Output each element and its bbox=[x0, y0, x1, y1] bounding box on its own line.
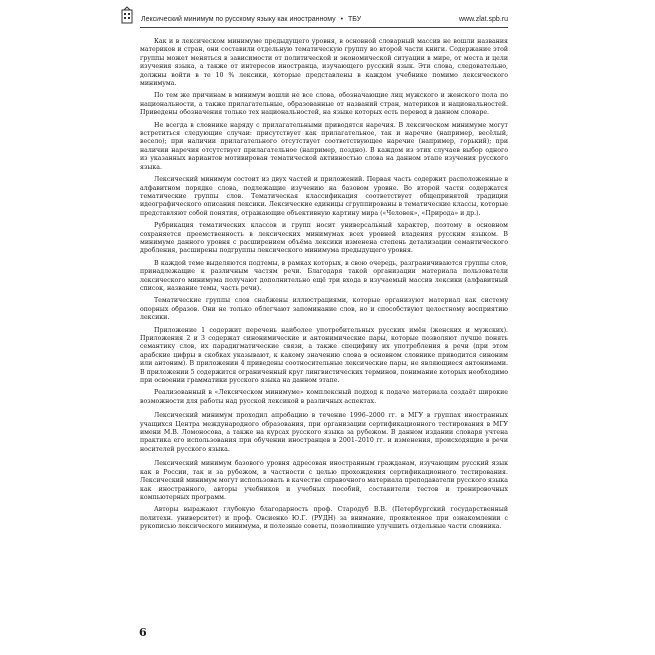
paragraph: Авторы выражают глубокую благодарность проф. Стародуб В.В. (Петербургский государственный политехн. университет) и проф. Овсиенко Ю.Г. (РУДН) за внимание, проявленное при ознакомлении с рукописью лексического минимума, и полезные советы, позволившие улучшить отдельные части словника. bbox=[140, 506, 508, 531]
series-label: ТБУ bbox=[347, 15, 362, 23]
paragraph: Приложение 1 содержит перечень наиболее употребительных русских имён (женских и мужских). Приложения 2 и 3 содержат синонимические и антонимические пары, которые позволяют лучше понять семантику слов, их парадигматические связи, а также специфику их употребления в речи (при этом арабские цифры в скобках указывают, к какому значению слова в основном словнике приводится синоним или антоним). В приложении 4 приведены соотносительные лексические пары, не являющиеся антонимами. В приложении 5 содержится ограниченный круг лингвистических терминов, понимание которых необходимо при освоении грамматики русского языка на данном этапе. bbox=[140, 326, 508, 385]
paragraph: По тем же причинам в минимум вошли не все слова, обозначающие лиц мужского и женского пола по национальности, а также прилагательные, образованные от названий стран, материков и национальностей. Приведены обозначения только тех национальностей, на языке которых есть перевод в данном словаре. bbox=[140, 92, 508, 117]
paragraph: Тематические группы слов снабжены иллюстрациями, которые организуют материал как систему опорных образов. Они не только облегчают запоминание слов, но и способствуют целостному восприятию лексики. bbox=[140, 297, 508, 322]
header-divider bbox=[140, 27, 508, 28]
paragraph: Не всегда в словнике наряду с прилагательными приводятся наречия. В лексическом минимуме могут встретиться следующие случаи: присутствует как прилагательное, так и наречие (например, весёлый, весело); при наличии прилагательного отсутствует соответствующее наречие (например, горький); при наличии наречия отсутствует прилагательное (например, поздно). В каждом из этих случаев выбор одного из указанных вариантов мотивирован тематической активностью слова на данном этапе изучения русского языка. bbox=[140, 121, 508, 171]
paragraph: Рубрикация тематических классов и групп носит универсальный характер, поэтому в основном сохраняется преемственность в лексических минимумах всех уровней владения русским языком. В минимуме данного уровня с расширением объёма лексики изменена степень детализации семантического дробления, расширены подгруппы лексического минимума предыдущего уровня. bbox=[140, 222, 508, 255]
page-header bbox=[113, 10, 508, 28]
paragraph: В каждой теме выделяются подтемы, в рамках которых, в свою очередь, разграничиваются группы слов, принадлежащие к различным частям речи. Благодаря такой организации материала пользователи лексического минимума получают дополнительно ещё три входа в изучаемый массив лексики (алфавитный список, название темы, часть речи). bbox=[140, 259, 508, 292]
page-number: 6 bbox=[139, 626, 147, 639]
book-title: Лексический минимум по русскому языку как иностранному bbox=[141, 15, 336, 23]
page-body bbox=[140, 38, 508, 536]
header-separator: • bbox=[340, 15, 344, 23]
paragraph: Как и в лексическом минимуме предыдущего уровня, в основной словарный массив не вошли названия материков и стран, они составили отдельную тематическую группу во второй части книги. Содержание этой группы может меняться в зависимости от политической и экономической ситуации в мире, от места и цели изучения языка, а также от интересов иностранца, изучающего русский язык. Эти слова, следовательно, должны войти в те 10 % лексики, которые представлены в каждом учебнике помимо лексического минимума. bbox=[140, 38, 508, 88]
paragraph: Лексический минимум состоит из двух частей и приложений. Первая часть содержит расположенные в алфавитном порядке слова, подлежащие изучению на базовом уровне. Во второй части содержатся тематические группы слов. Тематическая классификация соответствует общепринятой традиции идеографического описания лексики. Лексические единицы сгруппированы в тематические классы, которые представляют собой понятия, отражающие объективную картину мира («Человек», «Природа» и др.). bbox=[140, 176, 508, 217]
header-left bbox=[113, 16, 361, 23]
paragraph: Лексический минимум проходил апробацию в течение 1996–2000 гг. в МГУ в группах иностранных учащихся Центра международного образования, при организации сертификационного тестирования в МГУ имени М.В. Ломоносова, а также на курсах русского языка за рубежом. В данном издании словаря учтена практика его использования при обучении иностранцев в 2001–2010 гг. и изменения, происходящие в речи носителей русского языка. bbox=[140, 412, 508, 453]
paragraph: Лексический минимум базового уровня адресован иностранным гражданам, изучающим русский язык как в России, так и за рубежом, в частности с целью прохождения сертификационного тестирования. Лексический минимум могут использовать в качестве справочного материала преподаватели русского языка как иностранного, авторы учебников и учебных пособий, составители тестов и тренировочных компьютерных программ. bbox=[140, 460, 508, 501]
paragraph: Реализованный в «Лексическом минимуме» комплексный подход к подаче материала создаёт широкие возможности для работы над русской лексикой в различных аспектах. bbox=[140, 389, 508, 405]
website-url: www.zlat.spb.ru bbox=[458, 15, 508, 23]
